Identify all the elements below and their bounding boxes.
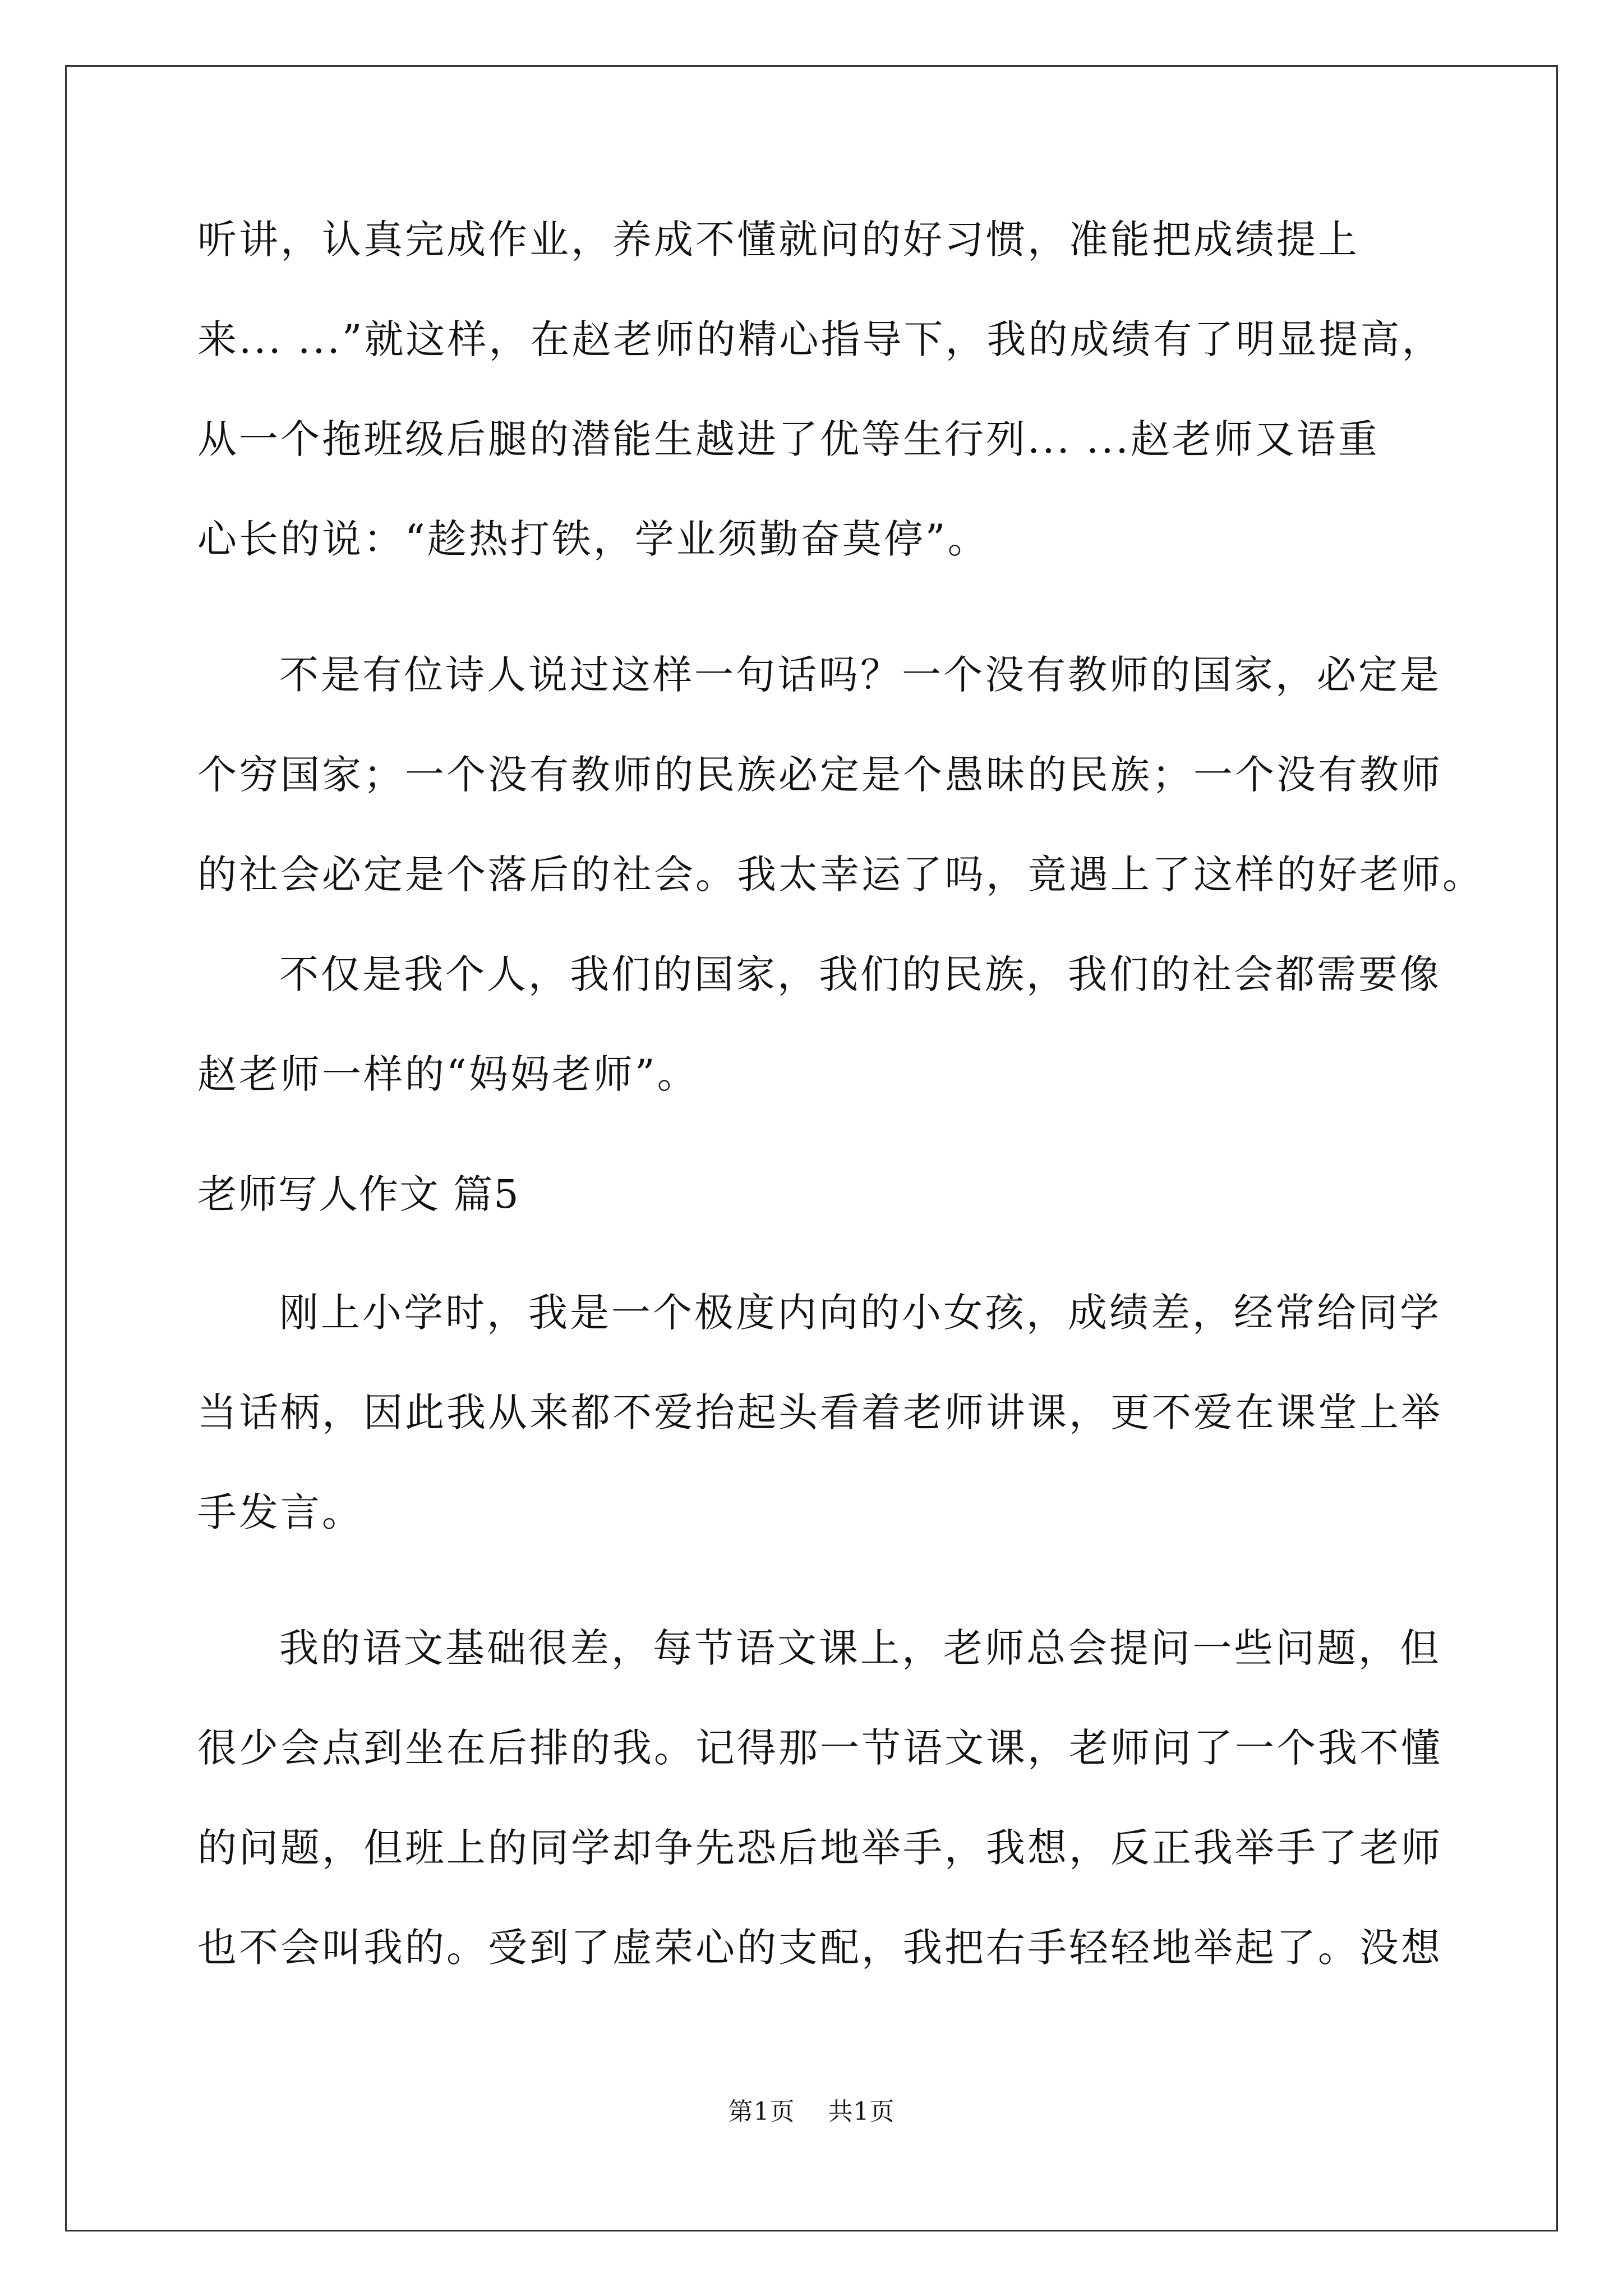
page-frame xyxy=(65,65,1558,2231)
page-number: 第1页 xyxy=(728,2097,795,2126)
page-total: 共1页 xyxy=(828,2097,895,2126)
text-line: 手发言。 xyxy=(197,1489,363,1535)
paragraph-first-line: 不是有位诗人说过这样一句话吗？一个没有教师的国家，必定是 xyxy=(279,652,1441,698)
paragraph-first-line: 刚上小学时，我是一个极度内向的小女孩，成绩差，经常给同学 xyxy=(279,1290,1441,1336)
text-line: 个穷国家；一个没有教师的民族必定是个愚昧的民族；一个没有教师 xyxy=(197,752,1442,798)
text-line: 从一个拖班级后腿的潜能生越进了优等生行列... ...赵老师又语重 xyxy=(197,416,1380,462)
page-footer xyxy=(0,2095,1623,2129)
text-line: 赵老师一样的“妈妈老师”。 xyxy=(197,1051,699,1097)
text-line: 的问题，但班上的同学却争先恐后地举手，我想，反正我举手了老师 xyxy=(197,1825,1442,1871)
section-heading: 老师写人作文 篇5 xyxy=(197,1171,520,1217)
text-line: 也不会叫我的。受到了虚荣心的支配，我把右手轻轻地举起了。没想 xyxy=(197,1925,1442,1971)
text-line: 听讲，认真完成作业，养成不懂就问的好习惯，准能把成绩提上 xyxy=(197,217,1359,263)
paragraph-first-line: 不仅是我个人，我们的国家，我们的民族，我们的社会都需要像 xyxy=(279,951,1441,997)
text-line: 来... ...”就这样，在赵老师的精心指导下，我的成绩有了明显提高， xyxy=(197,316,1444,362)
text-line: 心长的说：“趁热打铁，学业须勤奋莫停”。 xyxy=(197,516,989,562)
text-line: 当话柄，因此我从来都不爱抬起头看着老师讲课，更不爱在课堂上举 xyxy=(197,1389,1442,1435)
text-line: 的社会必定是个落后的社会。我太幸运了吗，竟遇上了这样的好老师。 xyxy=(197,852,1484,898)
paragraph-first-line: 我的语文基础很差，每节语文课上，老师总会提问一些问题，但 xyxy=(279,1625,1441,1671)
text-line: 很少会点到坐在后排的我。记得那一节语文课，老师问了一个我不懂 xyxy=(197,1725,1442,1771)
